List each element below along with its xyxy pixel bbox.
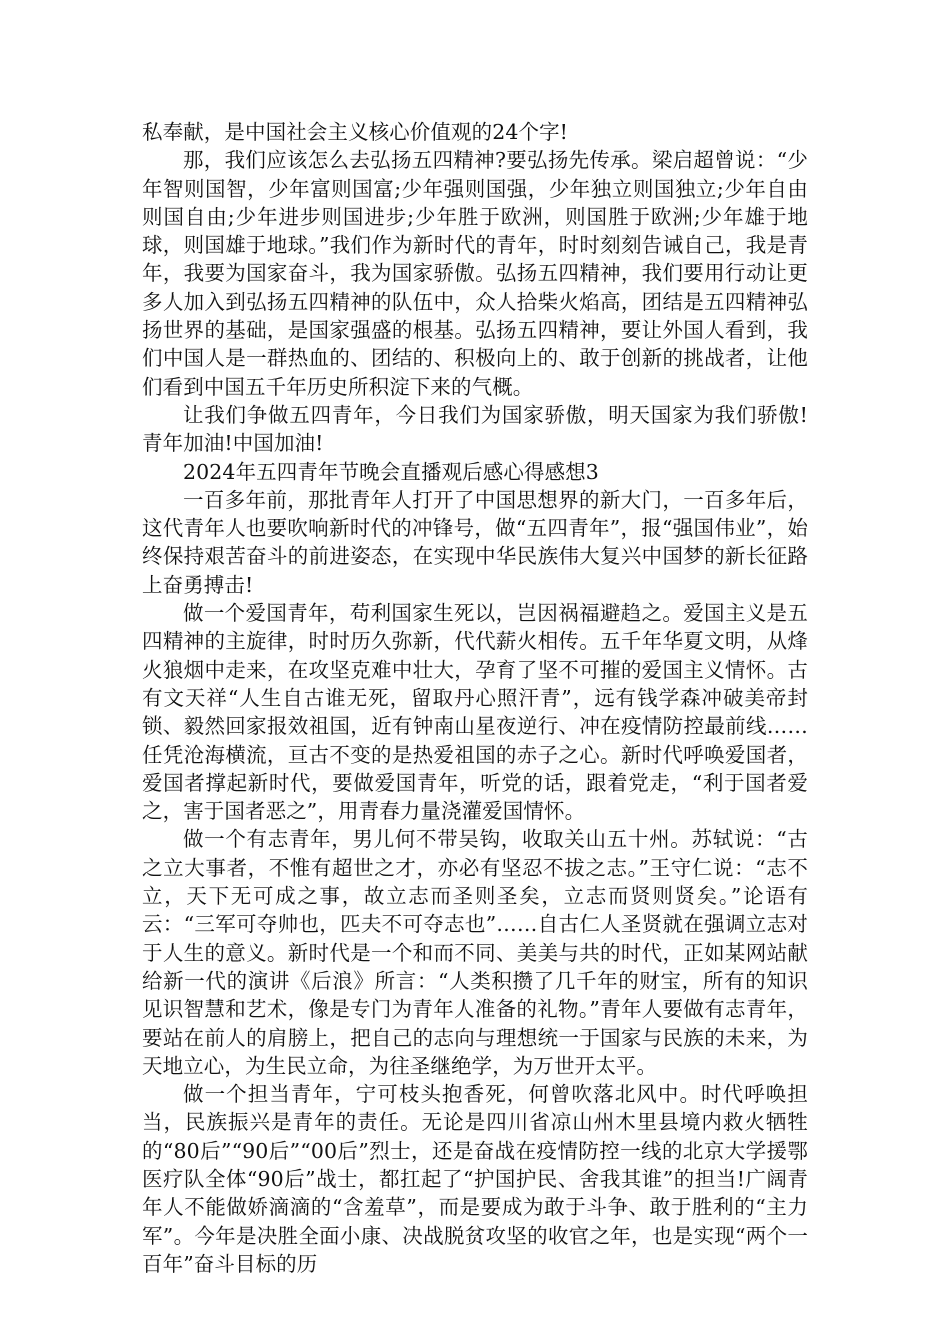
paragraph-intro: 一百多年前，那批青年人打开了中国思想界的新大门，一百多年后，这代青年人也要吹响新时代的冲锋号，做“五四青年”，报“强国伟业”，始终保持艰苦奋斗的前进姿态，在实现中华民族伟大复兴中国梦的新长征路上奋勇搏击! xyxy=(142,487,808,597)
paragraph-patriotic: 做一个爱国青年，苟利国家生死以，岂因祸福避趋之。爱国主义是五四精神的主旋律，时时历久弥新，代代薪火相传。五千年华夏文明，从烽火狼烟中走来，在攻坚克难中壮大，孕育了坚不可摧的爱国主义情怀。古有文天祥“人生自古谁无死，留取丹心照汗青”，远有钱学森冲破美帝封锁、毅然回家报效祖国，近有钟南山星夜逆行、冲在疫情防控最前线……任凭沧海横流，亘古不变的是热爱祖国的赤子之心。新时代呼唤爱国者，爱国者撑起新时代，要做爱国青年，听党的话，跟着党走，“利于国者爱之，害于国者恶之”，用青春力量浇灌爱国情怀。 xyxy=(142,601,808,824)
paragraph-ambitious: 做一个有志青年，男儿何不带吴钩，收取关山五十州。苏轼说：“古之立大事者，不惟有超世之才，亦必有坚忍不拔之志。”王守仁说：“志不立，天下无可成之事，故立志而圣则圣矣，立志而贤则贤矣。”论语有云：“三军可夺帅也，匹夫不可夺志也”……自古仁人圣贤就在强调立志对于人生的意义。新时代是一个和而不同、美美与共的时代，正如某网站献给新一代的演讲《后浪》所言：“人类积攒了几千年的财宝，所有的知识见识智慧和艺术，像是专门为青年人准备的礼物。”青年人要做有志青年，要站在前人的肩膀上，把自己的志向与理想统一于国家与民族的未来，为天地立心，为生民立命，为往圣继绝学，为万世开太平。 xyxy=(142,827,808,1078)
paragraph-continuation: 私奉献，是中国社会主义核心价值观的24个字! xyxy=(142,120,569,144)
document-body xyxy=(142,118,808,1278)
paragraph-carry-forward: 那，我们应该怎么去弘扬五四精神?要弘扬先传承。梁启超曾说：“少年智则国智，少年富则国富;少年强则国强，少年独立则国独立;少年自由则国自由;少年进步则国进步;少年胜于欧洲，则国胜于欧洲;少年雄于地球，则国雄于地球。”我们作为新时代的青年，时时刻刻告诫自己，我是青年，我要为国家奋斗，我为国家骄傲。弘扬五四精神，我们要用行动让更多人加入到弘扬五四精神的队伍中，众人拾柴火焰高，团结是五四精神弘扬世界的基础，是国家强盛的根基。弘扬五四精神，要让外国人看到，我们中国人是一群热血的、团结的、积极向上的、敢于创新的挑战者，让他们看到中国五千年历史所积淀下来的气概。 xyxy=(142,148,808,399)
paragraph-closing: 让我们争做五四青年，今日我们为国家骄傲，明天国家为我们骄傲!青年加油!中国加油! xyxy=(142,402,808,456)
section-heading: 2024年五四青年节晚会直播观后感心得感想3 xyxy=(183,459,599,484)
paragraph-responsible: 做一个担当青年，宁可枝头抱香死，何曾吹落北风中。时代呼唤担当，民族振兴是青年的责任。无论是四川省凉山州木里县境内救火牺牲的“80后”“90后”“00后”烈士，还是奋战在疫情防控一线的北京大学援鄂医疗队全体“90后”战士，都扛起了“护国护民、舍我其谁”的担当!广阔青年人不能做娇滴滴的“含羞草”，而是要成为敢于斗争、敢于胜利的“主力军”。今年是决胜全面小康、决战脱贫攻坚的收官之年，也是实现“两个一百年”奋斗目标的历 xyxy=(142,1082,808,1276)
